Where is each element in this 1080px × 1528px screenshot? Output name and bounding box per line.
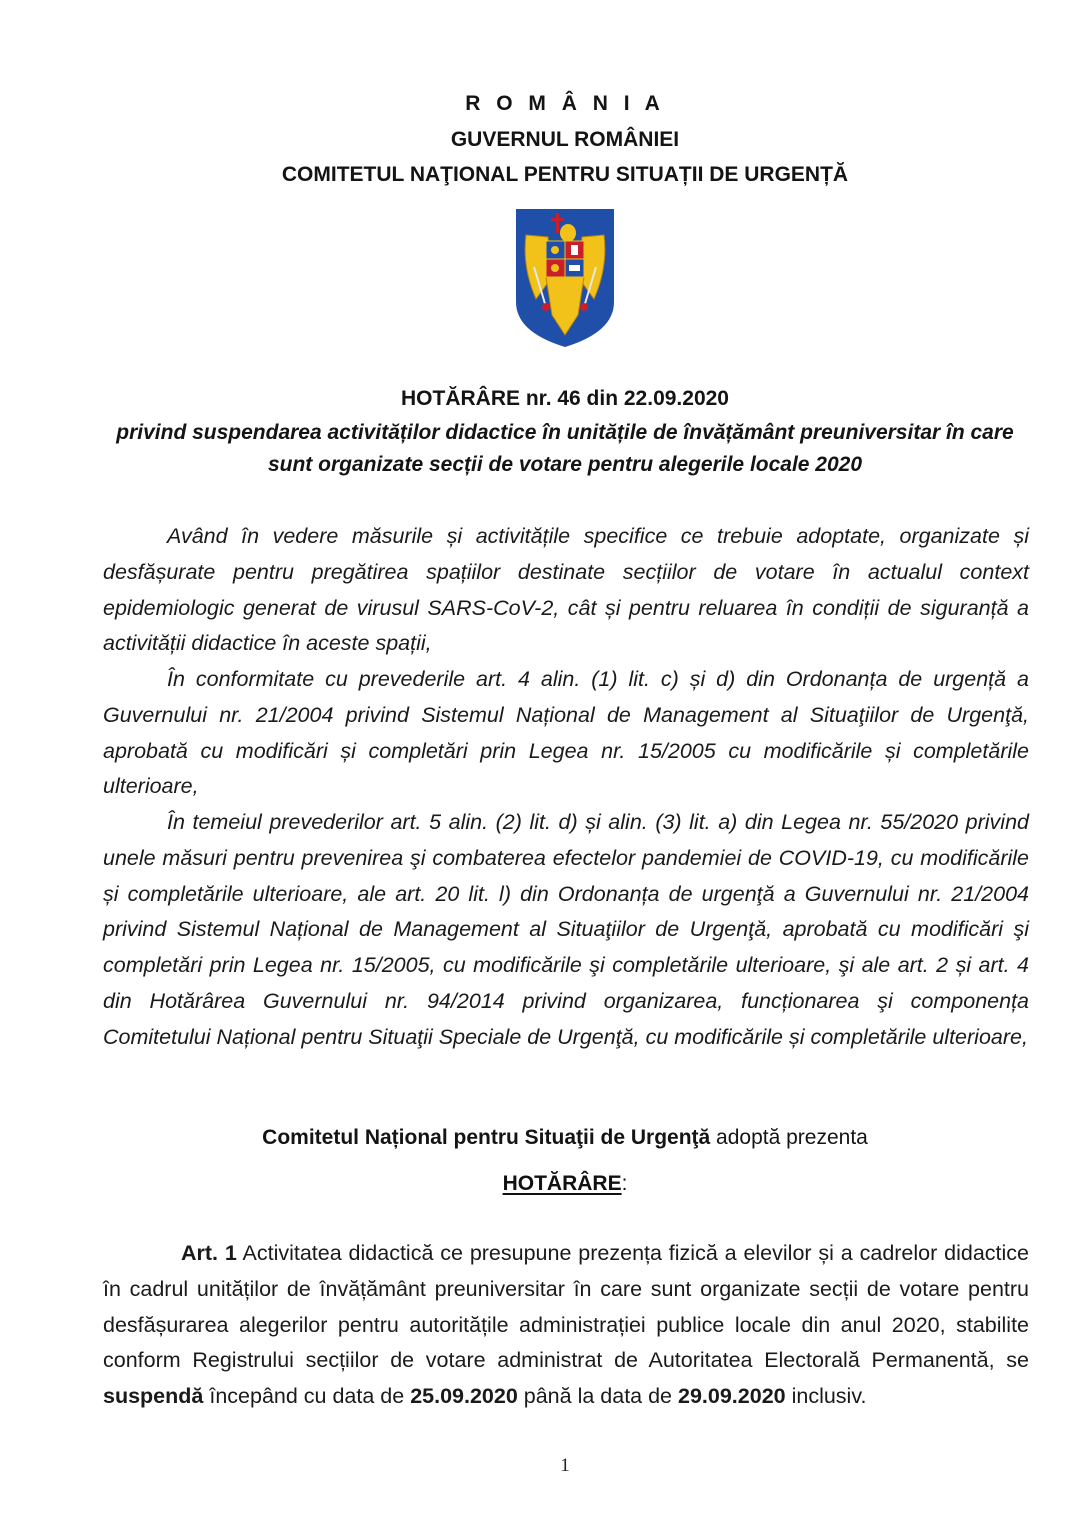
header-committee: COMITETUL NAŢIONAL PENTRU SITUAȚII DE URGENȚĂ xyxy=(281,163,849,186)
decision-heading-text: HOTĂRÂRE xyxy=(502,1172,622,1195)
article-1-text-d: inclusiv. xyxy=(785,1384,867,1409)
decision-subtitle: privind suspendarea activităților didactice în unitățile de învățământ preuniversitar în care sunt organizate secții de votare pentru alegerile locale 2020 xyxy=(116,421,1014,476)
preamble-text-1: Având în vedere măsurile și activitățile specifice ce trebuie adoptate, organizate și desfășurate pentru pregătirea spațiilor destinate secțiilor de votare în actualul context epidemiologic generat de virusul SARS-CoV-2, cât și pentru reluarea în condiții de siguranță a activității didactice în aceste spații, xyxy=(103,524,1029,656)
preamble-paragraph-2 xyxy=(103,662,1029,805)
article-1-label: Art. 1 xyxy=(181,1241,237,1265)
romania-coat-of-arms-icon xyxy=(514,207,616,349)
decision-heading xyxy=(0,1172,1080,1196)
header-government: GUVERNUL ROMÂNIEI xyxy=(450,128,680,151)
preamble-text-3: În temeiul prevederilor art. 5 alin. (2) lit. d) și alin. (3) lit. a) din Legea nr. 55/2020 privind unele măsuri pentru prevenirea şi combaterea efectelor pandemiei de COVID-19, cu modificările și completările ulterioare, ale art. 20 lit. l) din Ordonanța de urgenţă a Guvernului nr. 21/2004 privind Sistemul Național de Management al Situaţiilor de Urgenţă, aprobată cu modificări şi completări prin Legea nr. 15/2005, cu modificările şi completările ulterioare, şi ale art. 2 și art. 4 din Hotărârea Guvernului nr. 94/2014 privind organizarea, funcționarea şi componența Comitetului Național pentru Situaţii Speciale de Urgenţă, cu modificările și completările ulterioare, xyxy=(103,810,1029,1049)
preamble-paragraph-3 xyxy=(103,805,1029,1056)
adoption-statement xyxy=(0,1126,1080,1150)
preamble-text-2: În conformitate cu prevederile art. 4 alin. (1) lit. c) și d) din Ordonanța de urgență a Guvernului nr. 21/2004 privind Sistemul Național de Management al Situaţiilor de Urgenţă, aprobată cu modificări și completări prin Legea nr. 15/2005 cu modificările și completările ulterioare, xyxy=(103,667,1029,799)
heading-colon: : xyxy=(621,1172,628,1195)
decision-title: HOTĂRÂRE nr. 46 din 22.09.2020 xyxy=(401,387,729,410)
preamble-paragraph-1 xyxy=(103,519,1029,662)
article-1-text-c: până la data de xyxy=(517,1384,678,1409)
header-country: R O M Â N I A xyxy=(465,92,665,115)
article-1-suspend: suspendă xyxy=(103,1384,204,1409)
article-1-text: Activitatea didactică ce presupune prezența fizică a elevilor și a cadrelor didactice în cadrul unităților de învățământ preuniversitar în care sunt organizate secții de votare pentru desfășurarea alegerilor pentru autoritățile administrației publice locale din anul 2020, stabilite conform Registrului secțiilor de votare administrat de Autoritatea Electorală Permanentă, se xyxy=(103,1241,1029,1373)
page-number: 1 xyxy=(560,1455,570,1476)
adoption-rest: adoptă prezenta xyxy=(710,1126,868,1149)
committee-name: Comitetul Național pentru Situaţii de Urgenţă xyxy=(262,1126,711,1149)
article-1-text-b: începând cu data de xyxy=(203,1384,411,1409)
article-1 xyxy=(103,1236,1029,1415)
article-1-start-date: 25.09.2020 xyxy=(410,1384,518,1409)
article-1-end-date: 29.09.2020 xyxy=(678,1384,786,1409)
